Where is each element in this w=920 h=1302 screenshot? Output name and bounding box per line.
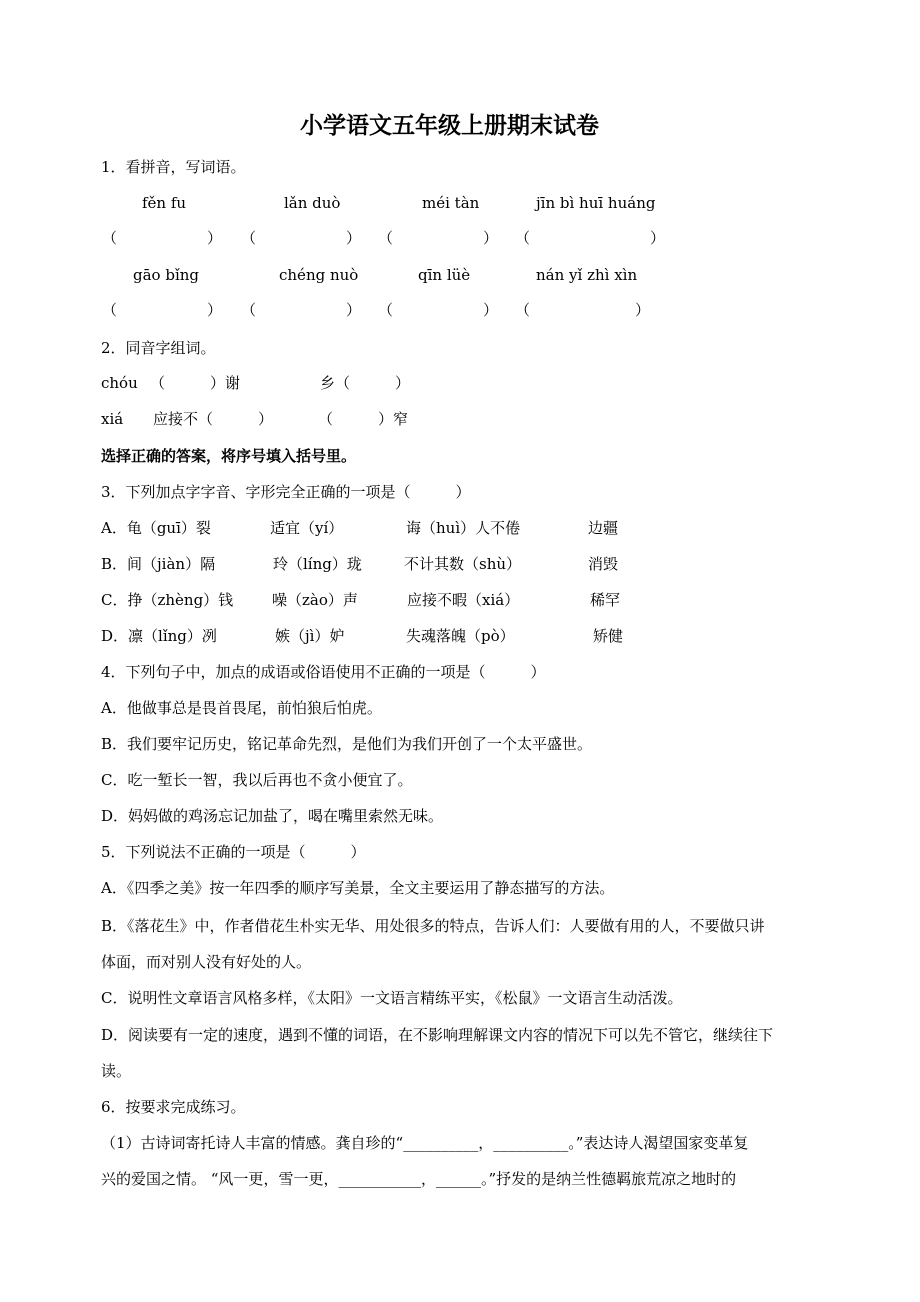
option-choice[interactable]: A．龟（guī）裂	[101, 519, 211, 537]
option-choice[interactable]: C．说明性文章语言风格多样，《太阳》一文语言精练平实，《松鼠》一文语言生动活泼。	[101, 989, 683, 1007]
answer-bracket[interactable]: （ ）	[241, 229, 362, 247]
option-item: 应接不暇（xiá）	[407, 591, 520, 609]
option-item: 稀罕	[590, 591, 621, 609]
option-choice[interactable]: C．吃一堑长一智，我以后再也不贪小便宜了。	[101, 771, 413, 789]
q6-heading: 6．按要求完成练习。	[101, 1098, 246, 1116]
q2-pinyin: xiá	[101, 410, 124, 428]
option-choice[interactable]: A．《四季之美》按一年四季的顺序写美景，全文主要运用了静态描写的方法。	[101, 879, 615, 897]
option-item: 消毁	[588, 555, 619, 573]
option-item: 嫉（jì）妒	[275, 627, 345, 645]
q3-heading: 3．下列加点字字音、字形完全正确的一项是（ ）	[101, 483, 471, 501]
answer-bracket[interactable]: （ ）窄	[318, 410, 409, 428]
option-choice[interactable]: A．他做事总是畏首畏尾，前怕狼后怕虎。	[101, 699, 382, 717]
q5-heading: 5．下列说法不正确的一项是（ ）	[101, 843, 366, 861]
option-choice[interactable]: B．我们要牢记历史，铭记革命先烈，是他们为我们开创了一个太平盛世。	[101, 735, 593, 753]
q1-pinyin: qīn lüè	[418, 266, 471, 284]
option-choice-continued: 体面，而对别人没有好处的人。	[101, 953, 312, 971]
answer-bracket[interactable]: 应接不（ ）	[153, 410, 274, 428]
section-heading: 选择正确的答案，将序号填入括号里。	[101, 447, 357, 465]
answer-bracket[interactable]: （ ）	[378, 229, 499, 247]
option-choice-continued: 读。	[101, 1062, 132, 1080]
answer-bracket[interactable]: （ ）	[515, 301, 651, 319]
answer-bracket[interactable]: （ ）谢	[150, 374, 241, 392]
q1-pinyin: gāo bǐng	[133, 266, 200, 284]
option-item: 不计其数（shù）	[404, 555, 522, 573]
option-choice[interactable]: B．《落花生》中，作者借花生朴实无华、用处很多的特点，告诉人们：人要做有用的人，不要做只讲	[101, 917, 765, 935]
q6-paragraph-line[interactable]: 兴的爱国之情。 “风一更，雪一更，___________，______。”抒发的是纳兰性德羁旅荒凉之地时的	[101, 1170, 737, 1188]
answer-bracket[interactable]: 乡（ ）	[320, 374, 411, 392]
page-title: 小学语文五年级上册期末试卷	[300, 112, 599, 139]
option-choice[interactable]: D．阅读要有一定的速度，遇到不懂的词语，在不影响理解课文内容的情况下可以先不管它，继续往下	[101, 1026, 774, 1044]
answer-bracket[interactable]: （ ）	[515, 229, 666, 247]
q1-pinyin: nán yǐ zhì xìn	[536, 266, 638, 284]
option-choice[interactable]: B．间（jiàn）隔	[101, 555, 216, 573]
q1-heading: 1．看拼音，写词语。	[101, 158, 246, 176]
option-item: 适宜（yí）	[270, 519, 344, 537]
answer-bracket[interactable]: （ ）	[102, 301, 223, 319]
option-choice[interactable]: C．挣（zhèng）钱	[101, 591, 234, 609]
answer-bracket[interactable]: （ ）	[378, 301, 499, 319]
q6-paragraph-line[interactable]: （1）古诗词寄托诗人丰富的情感。龚自珍的“__________，__________。”表达诗人渴望国家变革复	[101, 1134, 749, 1152]
q1-pinyin: fěn fu	[142, 194, 187, 212]
q1-pinyin: jīn bì huī huáng	[536, 194, 656, 212]
option-item: 诲（huì）人不倦	[406, 519, 521, 537]
q1-pinyin: méi tàn	[422, 194, 480, 212]
option-item: 玲（líng）珑	[273, 555, 362, 573]
option-item: 失魂落魄（pò）	[406, 627, 515, 645]
option-item: 矫健	[593, 627, 624, 645]
answer-bracket[interactable]: （ ）	[102, 229, 223, 247]
q1-pinyin: lǎn duò	[284, 194, 341, 212]
answer-bracket[interactable]: （ ）	[241, 301, 362, 319]
q4-heading: 4．下列句子中，加点的成语或俗语使用不正确的一项是（ ）	[101, 663, 546, 681]
q2-heading: 2．同音字组词。	[101, 339, 216, 357]
option-choice[interactable]: D．妈妈做的鸡汤忘记加盐了，喝在嘴里索然无味。	[101, 807, 444, 825]
option-item: 边疆	[588, 519, 619, 537]
q2-pinyin: chóu	[101, 374, 138, 392]
option-item: 噪（zào）声	[272, 591, 358, 609]
q1-pinyin: chéng nuò	[279, 266, 359, 284]
option-choice[interactable]: D．凛（lǐng）冽	[101, 627, 217, 645]
